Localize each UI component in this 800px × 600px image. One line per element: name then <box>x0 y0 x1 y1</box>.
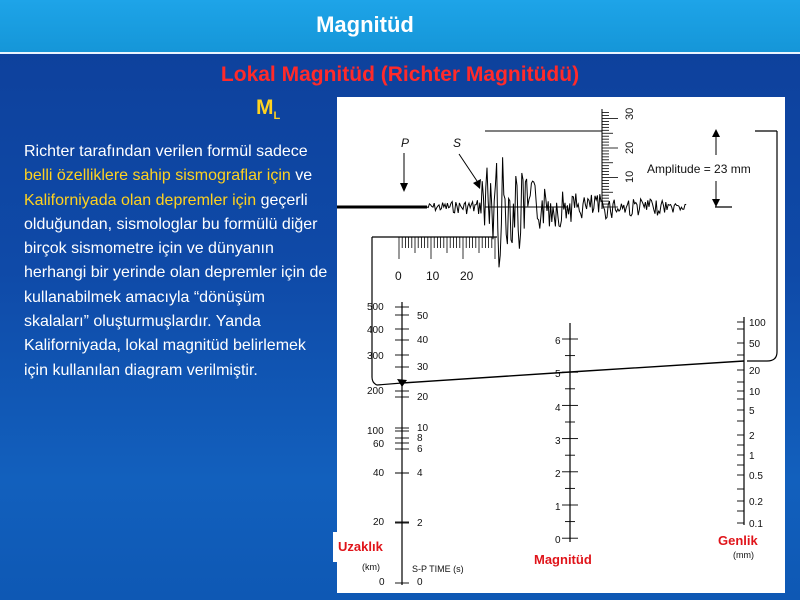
amp-100: 100 <box>749 318 766 329</box>
sp-20: 20 <box>417 392 429 403</box>
mag-0: 0 <box>555 535 561 546</box>
body-paragraph <box>24 140 330 383</box>
amp-tick-30: 30 <box>624 107 636 120</box>
seismogram <box>337 108 777 295</box>
mag-5: 5 <box>555 369 561 380</box>
magnitude-label: Magnitüd <box>534 552 592 567</box>
ml-symbol-main: M <box>256 96 274 119</box>
amplitude-label: Amplitude = 23 mm <box>647 162 751 176</box>
richter-diagram <box>337 97 785 593</box>
time-tick-10: 10 <box>426 269 440 283</box>
p-arrow-head <box>400 183 408 192</box>
mag-1: 1 <box>555 502 561 513</box>
amp-1: 1 <box>749 451 755 462</box>
sp-10: 10 <box>417 423 429 434</box>
magnitude-labels <box>555 336 561 546</box>
dist-40: 40 <box>373 468 385 479</box>
amplitude-unit: (mm) <box>733 550 754 560</box>
magnitude-label-box <box>530 546 610 572</box>
slide-subtitle: Lokal Magnitüd (Richter Magnitüdü) <box>220 63 580 86</box>
amp-50: 50 <box>749 339 761 350</box>
dist-200: 200 <box>367 386 384 397</box>
sp-time-labels <box>417 311 429 588</box>
slide-title: Magnitüd <box>316 12 414 37</box>
sp-40: 40 <box>417 335 429 346</box>
sp-time-label: S-P TIME (s) <box>412 564 464 574</box>
dist-300: 300 <box>367 351 384 362</box>
amp-5: 5 <box>749 406 755 417</box>
richter-diagram-svg <box>337 97 785 593</box>
mag-6: 6 <box>555 336 561 347</box>
dist-400: 400 <box>367 325 384 336</box>
sp-2: 2 <box>417 518 423 529</box>
nomogram-connecting-line <box>402 361 744 383</box>
amp-20: 20 <box>749 366 761 377</box>
amplitude-labels <box>749 318 766 530</box>
amp-10: 10 <box>749 387 761 398</box>
amp-tick-20: 20 <box>624 141 636 154</box>
distance-label: Uzaklık <box>338 539 383 554</box>
distance-label-box <box>333 532 395 562</box>
amp-tick-10: 10 <box>624 170 636 183</box>
ml-symbol <box>256 96 280 122</box>
amplitude-ruler <box>602 108 636 209</box>
title-bar <box>0 0 800 54</box>
dist-20: 20 <box>373 517 385 528</box>
p-wave-label: P <box>401 136 410 150</box>
distance-unit: (km) <box>362 562 380 572</box>
mag-4: 4 <box>555 403 561 414</box>
amplitude-label-red: Genlik <box>718 533 758 548</box>
amp-2: 2 <box>749 431 755 442</box>
sp-4: 4 <box>417 468 423 479</box>
mag-2: 2 <box>555 469 561 480</box>
body-highlight-2: Kaliforniyada olan depremler için <box>24 191 257 209</box>
sp-6: 6 <box>417 444 423 455</box>
time-tick-20: 20 <box>460 269 474 283</box>
sp-50: 50 <box>417 311 429 322</box>
sp-30: 30 <box>417 362 429 373</box>
dist-100: 100 <box>367 426 384 437</box>
sp-0: 0 <box>417 577 423 588</box>
amp-arrow-down-head <box>712 199 720 207</box>
body-text-3: geçerli olduğundan, sismologlar bu formülü diğer birçok sismometre için ve dünyanın herhangi bir yerinde olan depremler için de kullanabilmek amacıyla “dönüşüm skalaları” oluşturmuşlardır. Yanda Kaliforniyada, lokal magnitüd belirlemek için kullanılan diagram verilmiştir. <box>24 191 328 379</box>
s-wave-label: S <box>453 136 462 150</box>
amp-0-1: 0.1 <box>749 519 763 530</box>
amp-0-5: 0.5 <box>749 471 763 482</box>
sp-8: 8 <box>417 433 423 444</box>
body-highlight-1: belli özelliklere sahip sismograflar için <box>24 167 291 185</box>
mag-3: 3 <box>555 436 561 447</box>
amplitude-ticks <box>737 322 744 523</box>
body-text-1: Richter tarafından verilen formül sadece <box>24 143 308 160</box>
body-text-2: ve <box>290 167 313 185</box>
s-arrow-line <box>459 154 477 181</box>
amp-0-2: 0.2 <box>749 497 763 508</box>
dist-60: 60 <box>373 439 385 450</box>
time-ruler <box>372 237 497 295</box>
ml-symbol-sub: L <box>273 110 281 123</box>
dist-0: 0 <box>379 577 385 588</box>
nomogram <box>362 287 777 588</box>
time-tick-0: 0 <box>395 269 402 283</box>
amp-arrow-up-head <box>712 129 720 137</box>
dist-500: 500 <box>367 302 384 313</box>
